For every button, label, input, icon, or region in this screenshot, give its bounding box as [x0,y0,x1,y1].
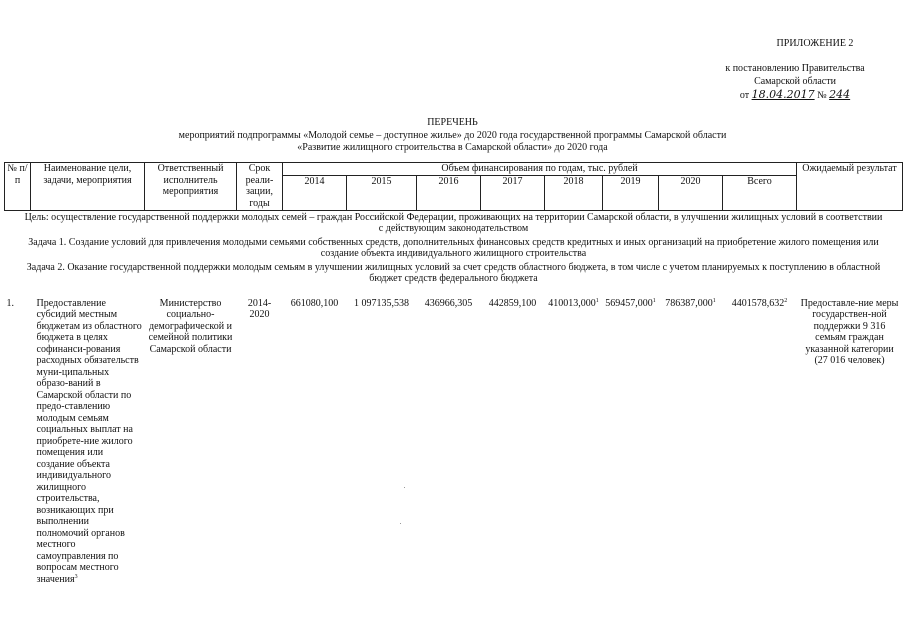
appendix-block [690,38,900,103]
footnote-mark: 1 [712,297,716,304]
date-prefix: от [739,90,750,101]
number-prefix: № [817,90,827,101]
row-responsible: Министерство социально-демографической и семейной политики Самарской области [148,297,233,355]
row-value [347,286,417,586]
appendix-signature-line [690,88,900,103]
document-title [0,117,905,155]
handwritten-number: 244 [829,88,851,101]
header-year: 2017 [481,175,545,210]
header-year: 2016 [417,175,481,210]
header-num: № п/п [5,163,31,211]
header-total: Всего [723,175,797,210]
footnote-mark: 1 [595,297,599,304]
row-value [417,286,481,586]
row-value [283,286,347,586]
footnote-mark: 2 [784,297,788,304]
appendix-line3: Самарской области [754,75,836,87]
scan-speck [400,523,401,524]
row-result: Предоставле-ние меры государствен-ной поддержки 9 316 семьям граждан указанной категории (27 016 человек) [800,297,899,366]
header-funding: Объем финансирования по годам, тыс. рублей [283,163,797,176]
value-2018: 410013,000 [548,297,596,309]
header-year: 2019 [603,175,659,210]
row-num: 1. [6,297,14,309]
header-responsible: Ответственный исполнитель мероприятия [145,163,237,211]
title-line3: «Развитие жилищного строительства в Самарской области» до 2020 года [297,142,608,153]
header-result: Ожидаемый результат [797,163,903,211]
title-line1: ПЕРЕЧЕНЬ [427,117,478,128]
title-line2: мероприятий подпрограммы «Молодой семье – доступное жилье» до 2020 года государственной программы Самарской области [178,129,727,141]
header-year: 2014 [283,175,347,210]
footnote-mark: 1 [652,297,656,304]
row-period: 2014-2020 [247,297,272,320]
appendix-title: ПРИЛОЖЕНИЕ 2 [776,38,854,49]
goal-row: Цель: осуществление государственной поддержки молодых семей – граждан Российской Федерации, проживающих на территории Самарской области, в улучшении жилищных условий в соответствии с действующим законодательством [24,211,883,234]
row-value [723,286,797,586]
value-total: 4401578,632 [731,297,785,309]
row-value [481,286,545,586]
row-value [659,286,723,586]
task2-row: Задача 2. Оказание государственной поддержки молодым семьям в улучшении жилищных условий за счет средств областного бюджета, в том числе с учетом планируемых к поступлению в областной бюджет средств федерального бюджета [26,261,881,284]
value-2014: 661080,100 [290,297,339,309]
measures-table [4,162,903,585]
table-row [5,286,903,586]
task1-row: Задача 1. Создание условий для привлечения молодыми семьями собственных средств, дополнительных финансовых средств кредитных и иных организаций на приобретение жилого помещения или создание объекта индивидуального жилищного строительства [28,236,879,259]
header-period: Срок реали-зации, годы [237,163,283,211]
value-2017: 442859,100 [488,297,537,309]
header-year: 2015 [347,175,417,210]
value-2015: 1 097135,538 [354,297,409,309]
header-name: Наименование цели, задачи, мероприятия [31,163,145,211]
row-name-text: Предоставление субсидий местным бюджетам из областного бюджета в целях софинанси-рования расходных обязательств муни-ципальных образо-ваний в Самарской области по предо-ставлению молодым семьям социальных выплат на приобрете-ние жилого помещения или создание объекта индивидуального жилищного строительства, возникающих при выполнении полномочий органов местного самоуправления по вопросам местного значения [36,297,142,585]
handwritten-date: 18.04.2017 [751,88,815,101]
row-value [545,286,603,586]
row-value [603,286,659,586]
value-2016: 436966,305 [424,297,473,309]
value-2020: 786387,000 [665,297,713,309]
scan-speck [404,487,405,488]
row-name [31,286,145,586]
header-year: 2020 [659,175,723,210]
value-2019: 569457,000 [605,297,653,309]
appendix-line2: к постановлению Правительства [725,63,865,74]
footnote-mark: 3 [74,573,78,580]
header-year: 2018 [545,175,603,210]
